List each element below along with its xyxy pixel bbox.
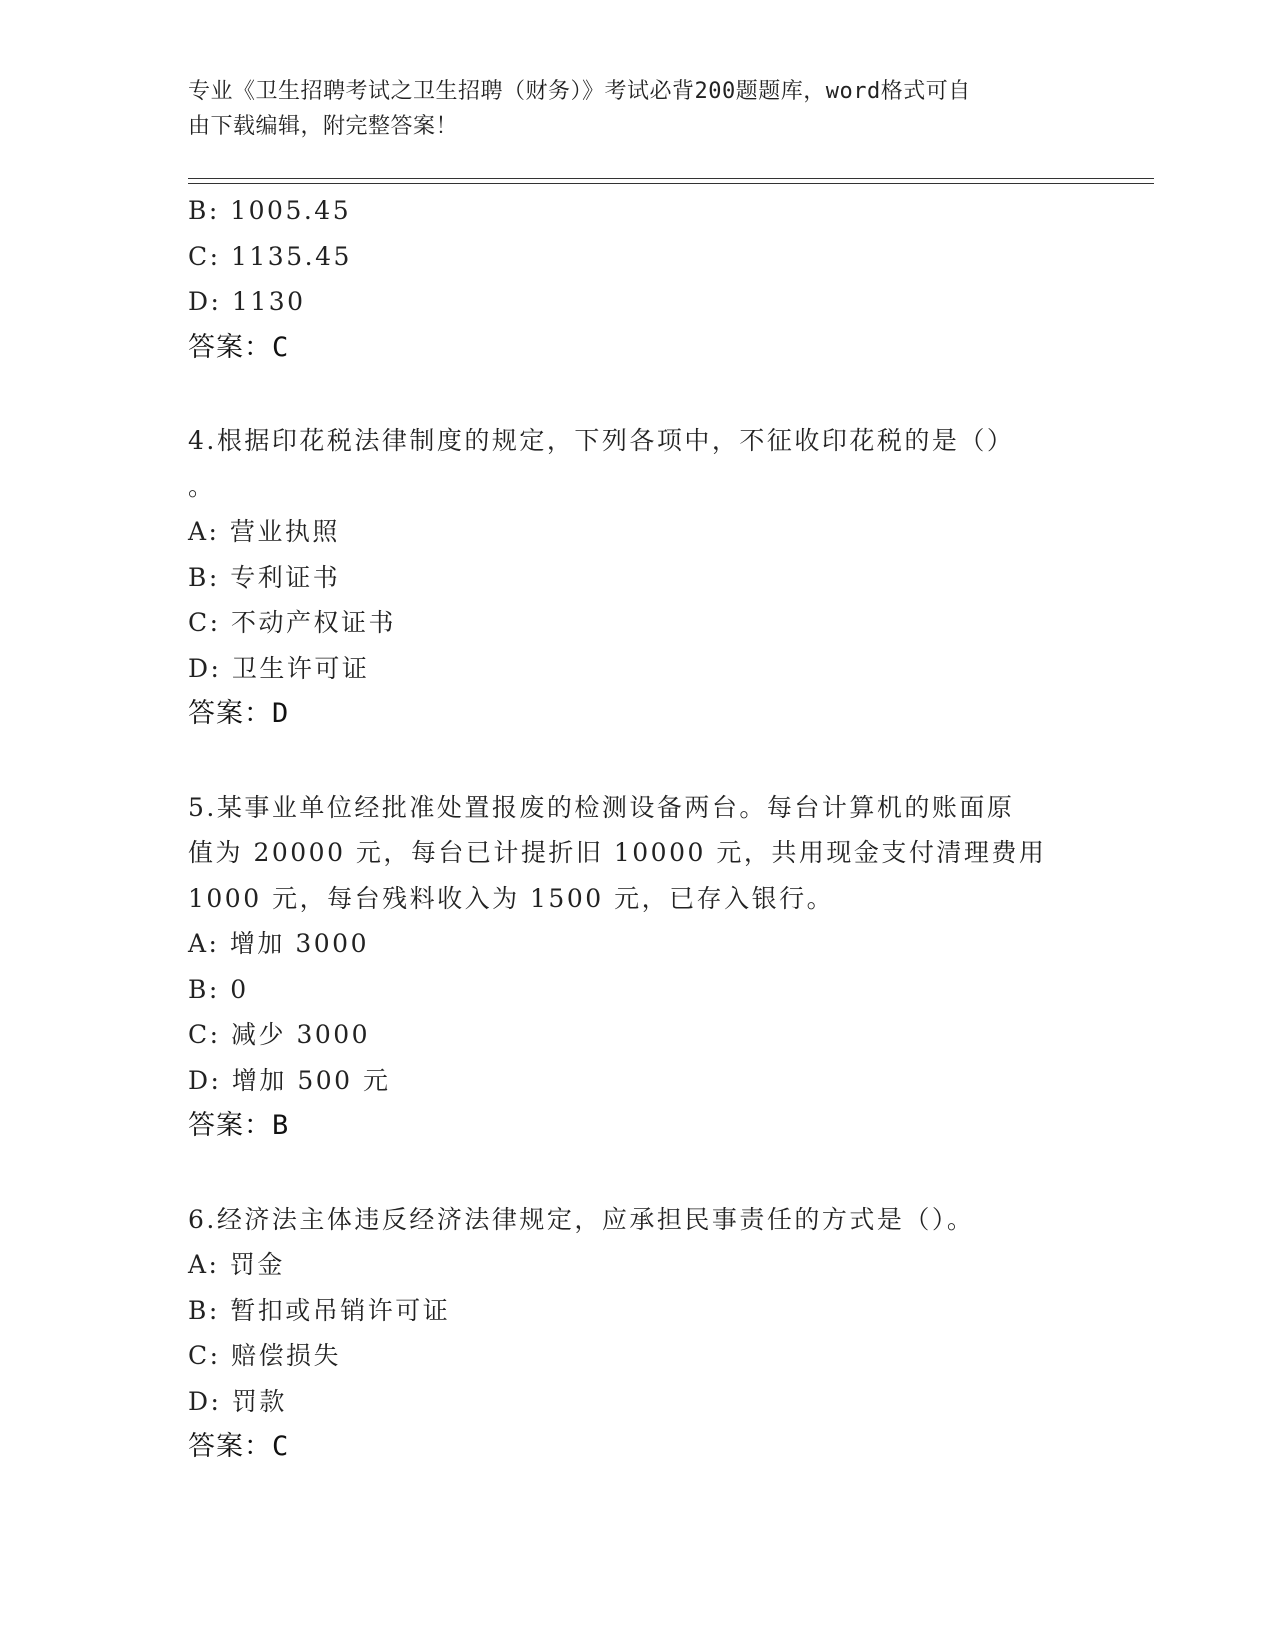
header-title-line-2: 由下载编辑，附完整答案！: [188, 114, 459, 139]
question-text-line: 5.某事业单位经批准处置报废的检测设备两台。每台计算机的账面原: [188, 792, 1015, 822]
option-c: C: 赔偿损失: [188, 1341, 341, 1370]
partial-question: [188, 188, 1088, 370]
question-text: [188, 1197, 1048, 1243]
header-divider-bottom: [188, 183, 1154, 184]
option-b: B: 1005.45: [188, 196, 352, 225]
question-text-line: 。: [188, 471, 216, 501]
question-text-line: 1000 元，每台残料收入为 1500 元，已存入银行。: [188, 883, 835, 913]
option-a: A: 罚金: [188, 1250, 285, 1279]
question-text-line: 值为 20000 元，每台已计提折旧 10000 元，共用现金支付清理费用: [188, 838, 1047, 867]
option-d: D: 增加 500 元: [188, 1065, 391, 1095]
question-6: [188, 1197, 1088, 1470]
option-c: C: 不动产权证书: [188, 608, 396, 637]
header-divider-top: [188, 178, 1154, 179]
question-text: [188, 785, 1048, 922]
option-d: D: 卫生许可证: [188, 653, 370, 683]
answer-label: 答案：C: [188, 331, 290, 363]
question-text-line: 4.根据印花税法律制度的规定，下列各项中，不征收印花税的是（）: [188, 426, 1015, 455]
option-a: A: 增加 3000: [188, 929, 369, 958]
question-text-line: 6.经济法主体违反经济法律规定，应承担民事责任的方式是（）。: [188, 1204, 975, 1234]
option-a: A: 营业执照: [188, 517, 340, 546]
answer-label: 答案：B: [188, 1110, 290, 1141]
answer-label: 答案：D: [188, 698, 290, 729]
option-b: B: 专利证书: [188, 562, 341, 592]
option-d: D: 罚款: [188, 1386, 287, 1416]
question-list: [188, 188, 1088, 1470]
option-c: C: 1135.45: [188, 241, 352, 271]
document-header: [188, 74, 1068, 144]
option-c: C: 减少 3000: [188, 1020, 371, 1049]
header-title-line-1: 专业《卫生招聘考试之卫生招聘（财务）》考试必背200题题库，word格式可自: [188, 79, 971, 104]
question-text: [188, 418, 1048, 509]
question-5: [188, 785, 1088, 1149]
option-b: B: 暂扣或吊销许可证: [188, 1295, 451, 1325]
answer-label: 答案：C: [188, 1431, 290, 1462]
option-b: B: 0: [188, 974, 249, 1004]
question-4: [188, 418, 1088, 737]
option-d: D: 1130: [188, 287, 306, 316]
